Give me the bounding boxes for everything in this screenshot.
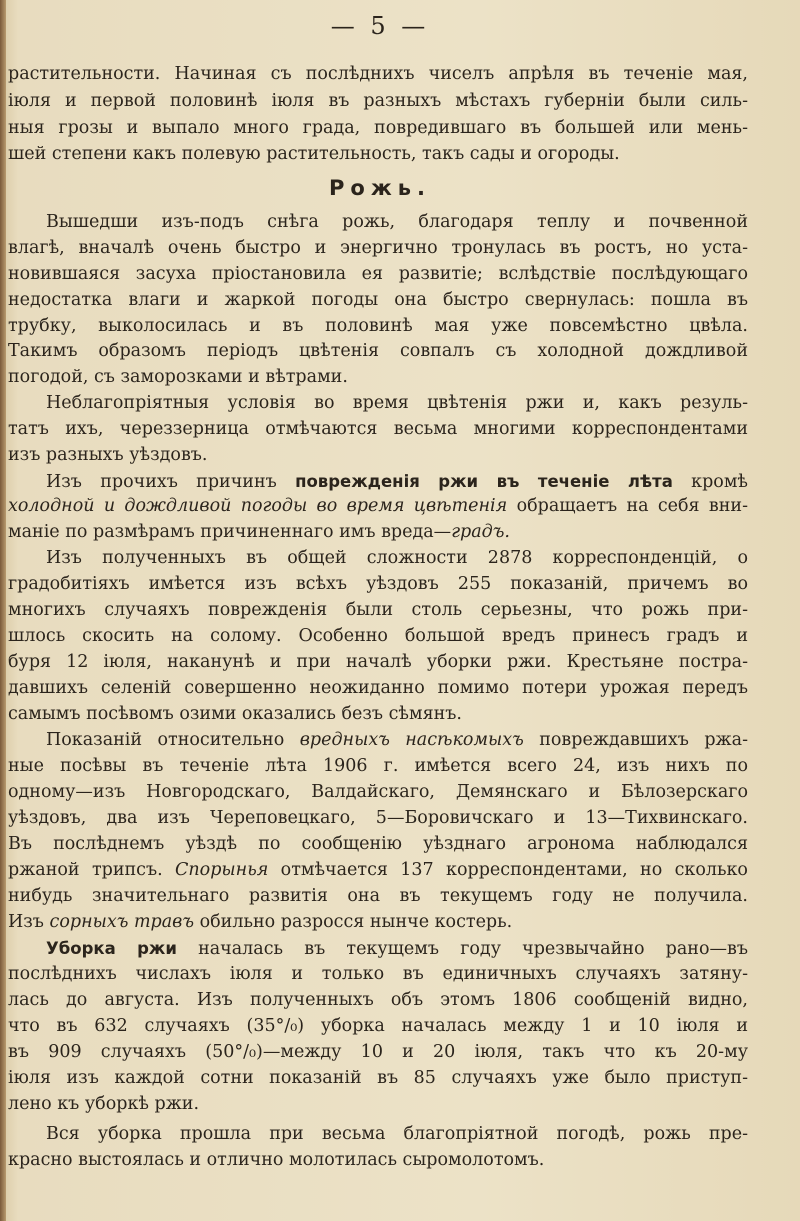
text-line: въ 909 случаяхъ (50°/₀)—между 10 и 20 іюля, такъ что къ 20-му — [8, 1042, 748, 1062]
text-line: растительности. Начиная съ послѣднихъ чиселъ апрѣля въ теченіе мая, — [8, 64, 748, 84]
italic-phrase: вредныхъ насѣкомыхъ — [299, 730, 524, 750]
text-run: ржаной трипсъ. — [8, 860, 163, 880]
text-run: обильно разросся нынче костерь. — [199, 912, 513, 932]
text-line: давшихъ селеній совершенно неожиданно помимо потери урожая передъ — [8, 678, 748, 698]
text-run: обращаетъ на себя вни- — [516, 496, 748, 516]
text-line — [8, 936, 748, 962]
text-line: многихъ случаяхъ поврежденія были столь серьезны, что рожь при- — [8, 600, 748, 620]
text-run: отмѣчается 137 корреспондентами, но сколько — [280, 860, 748, 880]
text-run: маніе по размѣрамъ причиненнаго имъ вреда— — [8, 522, 452, 542]
text-line: татъ ихъ, череззерница отмѣчаются весьма многими корреспондентами — [8, 419, 748, 439]
text-line: Неблагопріятныя условія во время цвѣтенія ржи и, какъ резуль- — [46, 393, 748, 413]
text-line — [8, 858, 748, 883]
text-line — [8, 910, 748, 935]
text-line: градобитіяхъ имѣется изъ всѣхъ уѣздовъ 255 показаній, причемъ во — [8, 574, 748, 594]
italic-phrase: холодной и дождливой погоды во время цвѣтенія — [8, 496, 508, 516]
italic-phrase: Спорынья — [175, 860, 269, 880]
page-number: — 5 — — [330, 12, 430, 40]
text-run: Изъ прочихъ причинъ — [46, 472, 277, 492]
text-line: трубку, выколосилась и въ половинѣ мая уже повсемѣстно цвѣла. — [8, 316, 748, 336]
text-run: повреждавшихъ ржа- — [539, 730, 748, 750]
text-line: послѣднихъ числахъ іюля и только въ единичныхъ случаяхъ затяну- — [8, 964, 748, 984]
text-run: кромѣ — [691, 472, 748, 492]
text-line: іюля изъ каждой сотни показаній въ 85 случаяхъ уже было приступ- — [8, 1068, 748, 1088]
text-line: изъ разныхъ уѣздовъ. — [8, 445, 208, 465]
text-line: одному—изъ Новгородскаго, Валдайскаго, Демянскаго и Бѣлозерскаго — [8, 782, 748, 802]
text-line: лено къ уборкѣ ржи. — [8, 1094, 200, 1114]
italic-phrase: сорныхъ травъ — [49, 912, 195, 932]
text-line: Вышедши изъ-подъ снѣга рожь, благодаря теплу и почвенной — [46, 212, 748, 232]
text-line: ныя грозы и выпало много града, повредившаго въ большей или мень- — [8, 118, 748, 138]
text-line: Такимъ образомъ періодъ цвѣтенія совпалъ съ холодной дождливой — [8, 341, 748, 361]
text-line: Изъ полученныхъ въ общей сложности 2878 корреспонденцій, о — [46, 548, 748, 568]
bold-phrase: Уборка ржи — [46, 939, 177, 958]
text-line: недостатка влаги и жаркой погоды она быстро свернулась: пошла въ — [8, 290, 748, 310]
text-run: началась въ текущемъ году чрезвычайно рано—въ — [198, 939, 748, 959]
text-line — [8, 728, 748, 753]
text-line: уѣздовъ, два изъ Череповецкаго, 5—Боровичскаго и 13—Тихвинскаго. — [8, 808, 748, 828]
text-line — [8, 469, 748, 495]
italic-phrase: градъ. — [451, 522, 510, 542]
text-run: Изъ — [8, 912, 44, 932]
text-line: влагѣ, вначалѣ очень быстро и энергично тронулась въ ростъ, но уста- — [8, 238, 748, 258]
text-line: Въ послѣднемъ уѣздѣ по сообщенію уѣзднаго агронома наблюдался — [8, 834, 748, 854]
text-run: Показаній относительно — [46, 730, 285, 750]
text-line: нибудь значительнаго развитія она въ текущемъ году не получила. — [8, 886, 748, 906]
text-line: погодой, съ заморозками и вѣтрами. — [8, 367, 348, 387]
text-line: новившаяся засуха пріостановила ея развитіе; вслѣдствіе послѣдующаго — [8, 264, 748, 284]
section-title: Рожь. — [329, 176, 431, 200]
text-line: шей степени какъ полевую растительность, такъ сады и огороды. — [8, 144, 620, 164]
text-line: самымъ посѣвомъ озими оказались безъ сѣмянъ. — [8, 704, 462, 724]
text-line: красно выстоялась и отлично молотилась сыромолотомъ. — [8, 1150, 545, 1170]
text-line: лась до августа. Изъ полученныхъ объ этомъ 1806 сообщеній видно, — [8, 990, 748, 1010]
text-line: что въ 632 случаяхъ (35°/₀) уборка началась между 1 и 10 іюля и — [8, 1016, 748, 1036]
text-line — [8, 494, 748, 519]
text-line: Вся уборка прошла при весьма благопріятной погодѣ, рожь пре- — [46, 1124, 748, 1144]
text-line: буря 12 іюля, наканунѣ и при началѣ уборки ржи. Крестьяне постра- — [8, 652, 748, 672]
text-line: шлось скосить на солому. Особенно большой вредъ принесъ градъ и — [8, 626, 748, 646]
text-line: іюля и первой половинѣ іюля въ разныхъ мѣстахъ губерніи были силь- — [8, 91, 748, 111]
text-line: ные посѣвы въ теченіе лѣта 1906 г. имѣется всего 24, изъ нихъ по — [8, 756, 748, 776]
text-line — [8, 520, 748, 545]
bold-phrase: поврежденія ржи въ теченіе лѣта — [295, 472, 673, 491]
